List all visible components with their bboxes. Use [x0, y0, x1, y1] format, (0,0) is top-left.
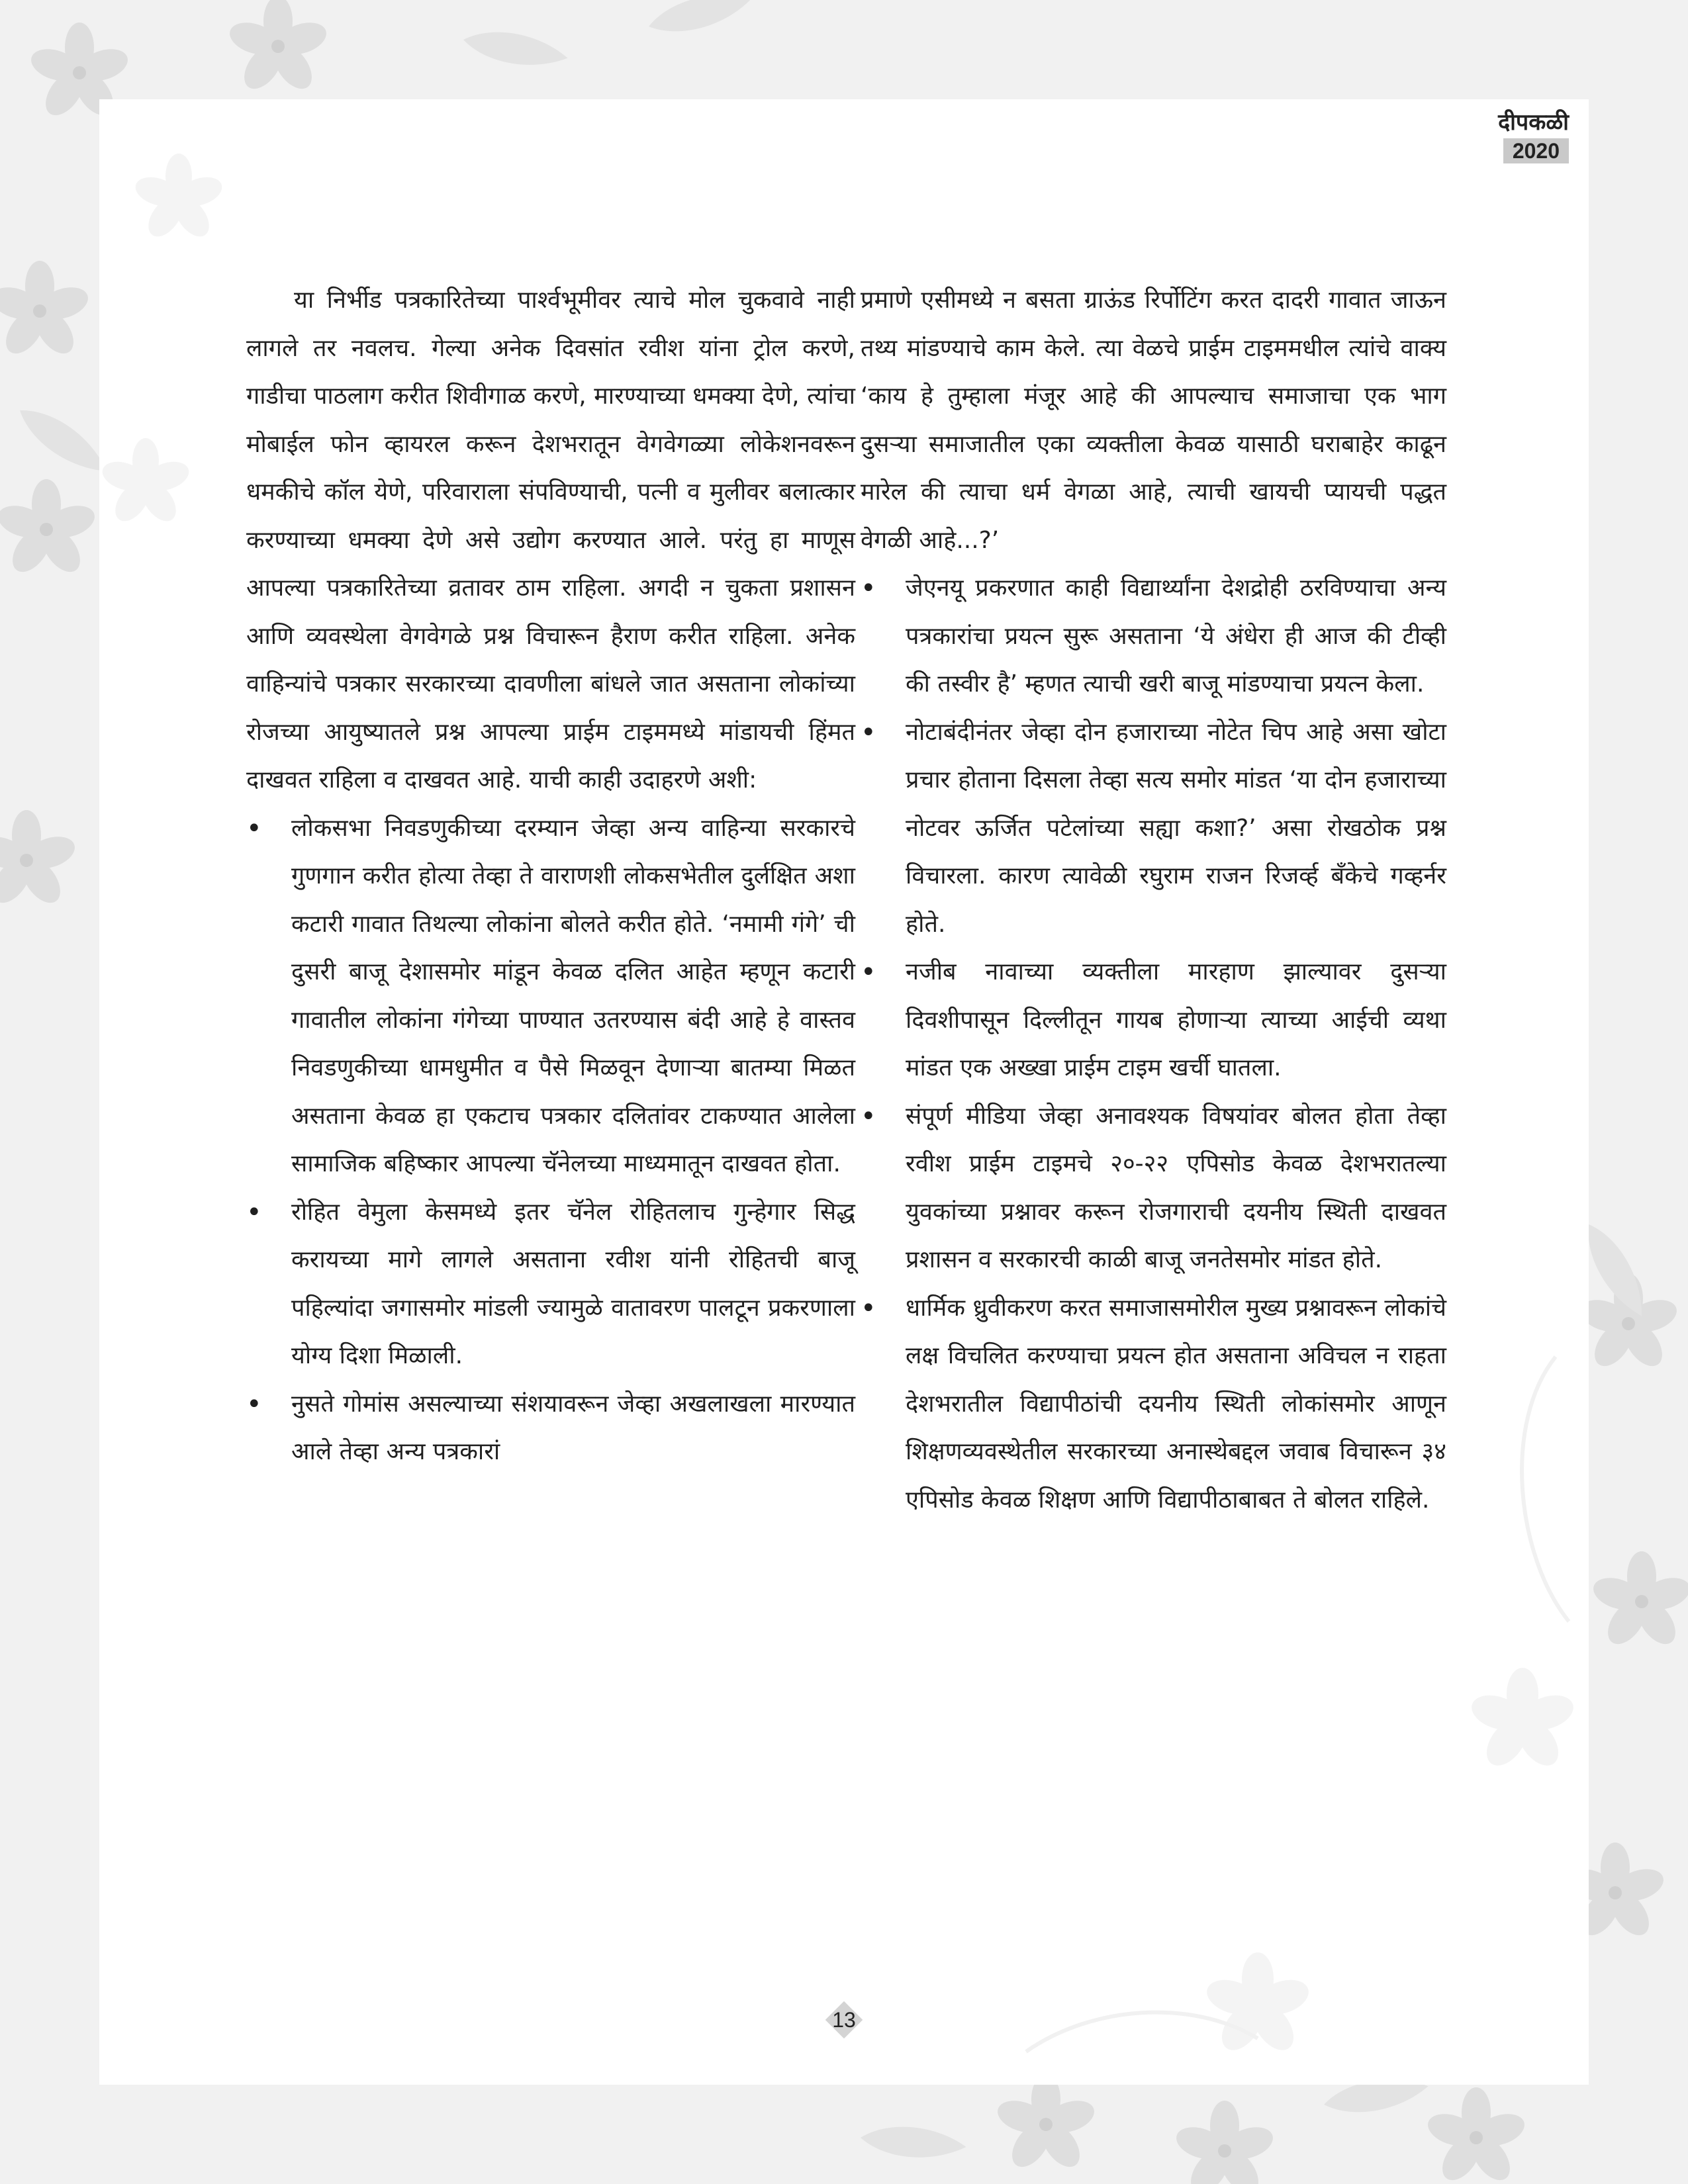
bullet-item: • नोटाबंदीनंतर जेव्हा दोन हजाराच्या नोटेत चिप आहे असा खोटा प्रचार होताना दिसला तेव्हा सत्य समोर मांडत ‘या दोन हजाराच्या नोटवर ऊर्जित पटेलांच्या सह्या कशा?’ असा रोखठोक प्रश्न विचारला. कारण त्यावेळी रघुराम राजन रिजर्व्ह बँकेचे गव्हर्नर होते. — [861, 709, 1446, 949]
right-bullet-list — [861, 565, 1446, 1524]
page-header — [1498, 108, 1569, 163]
page-number: 13 — [832, 2008, 856, 2032]
left-bullet-list — [246, 805, 855, 1477]
bullet-item: • धार्मिक ध्रुवीकरण करत समाजासमोरील मुख्य प्रश्नावरून लोकांचे लक्ष विचलित करण्याचा प्रयत्न होत असताना अविचल न राहता देशभरातील विद्यापीठांची दयनीय स्थिती लोकांसमोर आणून शिक्षणव्यवस्थेतील सरकारच्या अनास्थेबद्दल जवाब विचारून ३४ एपिसोड केवळ शिक्षण आणि विद्यापीठाबाबत ते बोलत राहिले. — [861, 1285, 1446, 1525]
bullet-item: • नजीब नावाच्या व्यक्तीला मारहाण झाल्यावर दुसऱ्या दिवशीपासून दिल्लीतून गायब होणाऱ्या त्याच्या आईची व्यथा मांडत एक अख्खा प्राईम टाइम खर्ची घातला. — [861, 948, 1446, 1093]
right-text-column — [861, 277, 1446, 1524]
bullet-item: • रोहित वेमुला केसमध्ये इतर चॅनेल रोहितलाच गुन्हेगार सिद्ध करायच्या मागे लागले असताना रवीश यांनी रोहितची बाजू पहिल्यांदा जगासमोर मांडली ज्यामुळे वातावरण पालटून प्रकरणाला योग्य दिशा मिळाली. — [246, 1189, 855, 1381]
magazine-name: दीपकळी — [1498, 109, 1569, 136]
intro-paragraph: या निर्भीड पत्रकारितेच्या पार्श्वभूमीवर त्याचे मोल चुकवावे नाही लागले तर नवलच. गेल्या अनेक दिवसांत रवीश यांना ट्रोल करणे, गाडीचा पाठलाग करीत शिवीगाळ करणे, मारण्याच्या धमक्या देणे, त्यांचा मोबाईल फोन व्हायरल करून देशभरातून वेगवेगळ्या लोकेशनवरून धमकीचे कॉल येणे, परिवाराला संपविण्याची, पत्नी व मुलीवर बलात्कार करण्याच्या धमक्या देणे असे उद्योग करण्यात आले. परंतु हा माणूस आपल्या पत्रकारितेच्या व्रतावर ठाम राहिला. अगदी न चुकता प्रशासन आणि व्यवस्थेला वेगवेगळे प्रश्न विचारून हैराण करीत राहिला. अनेक वाहिन्यांचे पत्रकार सरकारच्या दावणीला बांधले जात असताना लोकांच्या रोजच्या आयुष्यातले प्रश्न आपल्या प्राईम टाइममध्ये मांडायची हिंमत दाखवत राहिला व दाखवत आहे. याची काही उदाहरणे अशी: — [246, 287, 855, 794]
page-number-badge — [824, 2000, 864, 2040]
issue-year-badge: 2020 — [1503, 138, 1569, 163]
bullet-item: • जेएनयू प्रकरणात काही विद्यार्थ्यांना देशद्रोही ठरविण्याचा अन्य पत्रकारांचा प्रयत्न सुरू असताना ‘ये अंधेरा ही आज की टीव्ही की तस्वीर है’ म्हणत त्याची खरी बाजू मांडण्याचा प्रयत्न केला. — [861, 565, 1446, 709]
left-text-column — [246, 277, 855, 1477]
bullet-item: • नुसते गोमांस असल्याच्या संशयावरून जेव्हा अखलाखला मारण्यात आले तेव्हा अन्य पत्रकारां — [246, 1381, 855, 1477]
bullet-item: • संपूर्ण मीडिया जेव्हा अनावश्यक विषयांवर बोलत होता तेव्हा रवीश प्राईम टाइमचे २०-२२ एपिसोड केवळ देशभरातल्या युवकांच्या प्रश्नावर करून रोजगाराची दयनीय स्थिती दाखवत प्रशासन व सरकारची काळी बाजू जनतेसमोर मांडत होते. — [861, 1093, 1446, 1285]
continued-paragraph: प्रमाणे एसीमध्ये न बसता ग्राऊंड रिर्पोटिंग करत दादरी गावात जाऊन तथ्य मांडण्याचे काम केले. त्या वेळचे प्राईम टाइममधील त्यांचे वाक्य ‘काय हे तुम्हाला मंजूर आहे की आपल्याच समाजाचा एक भाग दुसऱ्या समाजातील एका व्यक्तीला केवळ यासाठी घराबाहेर काढून मारेल की त्याचा धर्म वेगळा आहे, त्याची खायची प्यायची पद्धत वेगळी आहे...?’ — [861, 287, 1446, 554]
bullet-item: • लोकसभा निवडणुकीच्या दरम्यान जेव्हा अन्य वाहिन्या सरकारचे गुणगान करीत होत्या तेव्हा ते वाराणशी लोकसभेतील दुर्लक्षित अशा कटारी गावात तिथल्या लोकांना बोलते करीत होते. ‘नमामी गंगे’ ची दुसरी बाजू देशासमोर मांडून केवळ दलित आहेत म्हणून कटारी गावातील लोकांना गंगेच्या पाण्यात उतरण्यास बंदी आहे हे वास्तव निवडणुकीच्या धामधुमीत व पैसे मिळवून देणाऱ्या बातम्या मिळत असताना केवळ हा एकटाच पत्रकार दलितांवर टाकण्यात आलेला सामाजिक बहिष्कार आपल्या चॅनेलच्या माध्यमातून दाखवत होता. — [246, 805, 855, 1189]
